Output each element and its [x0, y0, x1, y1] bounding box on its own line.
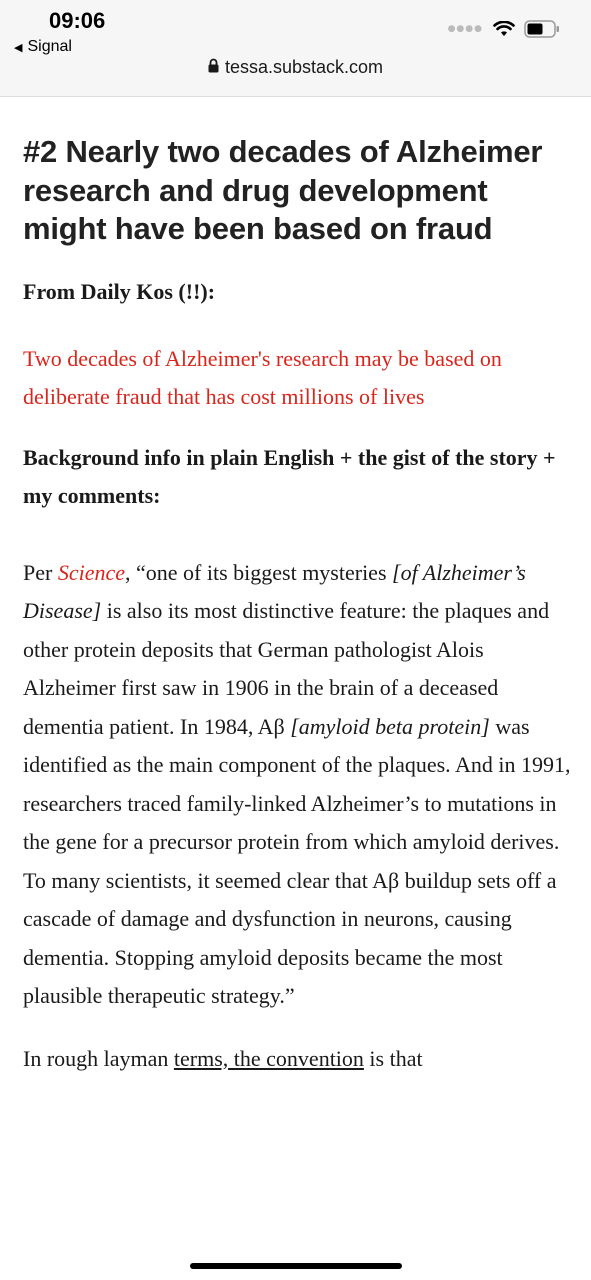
back-triangle-icon: ◀ — [14, 41, 23, 54]
background-heading: Background info in plain English + the gist of the story + my comments: — [23, 444, 556, 508]
article-body — [23, 133, 571, 1078]
from-line: From Daily Kos (!!): — [23, 278, 216, 304]
italic-span: [of Alzheimer’s Disease] — [23, 559, 526, 623]
back-app-label: Signal — [27, 38, 72, 55]
battery-icon — [524, 20, 560, 38]
cellular-signal-icon: ●●●● — [447, 24, 483, 34]
url-text: tessa.substack.com — [224, 57, 384, 77]
underlined-span: terms, the convention — [173, 1045, 364, 1071]
status-icons — [448, 20, 560, 38]
text-span: is that — [363, 1045, 423, 1071]
clock: 09:06 — [49, 8, 106, 33]
text-span: , “one of its biggest mysteries — [125, 559, 393, 585]
italic-span: [amyloid beta protein] — [290, 713, 490, 739]
lock-icon — [208, 57, 219, 78]
article-title: #2 Nearly two decades of Alzheimer research and drug development might have been based on fraud — [23, 134, 543, 246]
body-paragraph — [23, 554, 571, 1016]
address-bar[interactable] — [0, 57, 591, 78]
text-span: is also its most distinctive feature: the plaques and other protein deposits that German pathologist Alois Alzheimer first saw in 1906 in the brain of a deceased dementia patient. In 1984, Aβ — [23, 598, 550, 739]
wifi-icon — [493, 21, 515, 37]
body-paragraph — [23, 1040, 571, 1079]
home-indicator[interactable] — [190, 1263, 402, 1269]
text-span: Per — [23, 559, 58, 585]
science-link[interactable]: Science — [57, 559, 125, 585]
status-bar — [0, 0, 591, 97]
text-span: In rough layman — [23, 1045, 174, 1071]
text-span: was identified as the main component of the plaques. And in 1991, researchers traced family-linked Alzheimer’s to mutations in the gene for a precursor protein from which amyloid derives. To many scientists, it seemed clear that Aβ buildup sets off a cascade of damage and dysfunction in neurons, causing dementia. Stopping amyloid deposits became the most plausible therapeutic strategy.” — [23, 713, 571, 1008]
quoted-headline-link[interactable]: Two decades of Alzheimer's research may be based on deliberate fraud that has cost millions of lives — [23, 345, 502, 409]
back-to-app-link[interactable] — [14, 38, 72, 56]
